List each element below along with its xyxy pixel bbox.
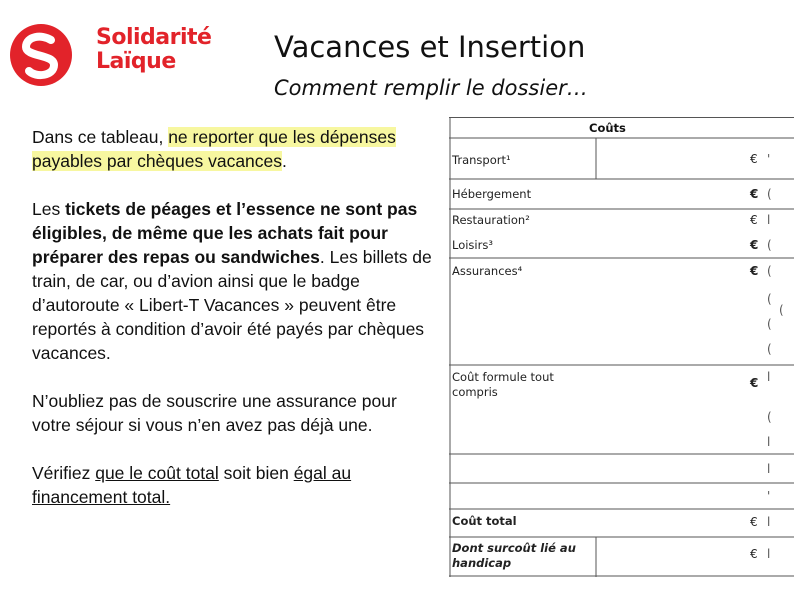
row-loisirs: Loisirs³ xyxy=(452,238,493,252)
row-hebergement: Hébergement xyxy=(452,187,532,201)
p2-text-c: . Les billets de train, de car, ou d’avion ainsi que le badge d’autoroute « Libert-T Vacances » peuvent être reportés à condition d’avoir été payés par chèques vacances. xyxy=(32,247,432,363)
cut-off-value: ( xyxy=(767,187,772,201)
paragraph-3: N’oubliez pas de souscrire une assurance pour votre séjour si vous n’en avez pas déjà une. xyxy=(32,391,397,435)
row-assurances: Assurances⁴ xyxy=(452,264,523,278)
cut-off-value: l xyxy=(767,213,771,227)
paragraph-4 xyxy=(32,461,432,509)
euro-assurances: € xyxy=(750,264,759,278)
euro-loisirs: € xyxy=(750,238,759,252)
euro-handicap: € xyxy=(750,547,758,561)
p4-text-a: Vérifiez xyxy=(32,463,96,483)
page-title: Vacances et Insertion xyxy=(274,30,586,64)
cut-off-value: ' xyxy=(767,489,771,503)
cut-off-value: l xyxy=(767,462,771,476)
table-grid xyxy=(449,117,794,577)
row-handicap-line1: Dont surcoût lié au xyxy=(452,541,576,555)
cut-off-value: ' xyxy=(767,152,771,166)
euro-total: € xyxy=(750,515,758,529)
cut-off-value: ( xyxy=(767,264,772,278)
row-total: Coût total xyxy=(452,514,517,528)
cut-off-value: ( xyxy=(767,317,772,331)
solidarite-laique-logo-icon xyxy=(2,22,80,88)
cut-off-value: l xyxy=(767,370,771,384)
p1-highlight: ne reporter que les dépenses payables par chèques vacances xyxy=(32,127,396,171)
p2-bold: tickets de péages et l’essence ne sont pas éligibles, de même que les achats fait pour préparer des repas ou sandwiches xyxy=(32,199,418,267)
p4-underline-1: que le coût total xyxy=(95,463,219,483)
cut-off-value: l xyxy=(767,435,771,449)
table-header-costs: Coûts xyxy=(589,121,626,135)
row-formule-line1: Coût formule tout xyxy=(452,370,554,384)
page-subtitle: Comment remplir le dossier… xyxy=(274,76,588,100)
p1-text-a: Dans ce tableau, xyxy=(32,127,169,147)
cut-off-value: ( xyxy=(779,303,784,317)
p2-text-a: Les xyxy=(32,199,66,219)
euro-transport: € xyxy=(750,152,758,166)
cut-off-value: l xyxy=(767,547,771,561)
row-formule-line2: compris xyxy=(452,385,498,399)
p4-underline-2: égal au financement total. xyxy=(32,463,352,507)
costs-table xyxy=(449,117,794,577)
p4-text-c: soit bien xyxy=(218,463,294,483)
brand-line1: Solidarité xyxy=(96,25,212,50)
brand-name xyxy=(96,26,211,74)
cut-off-value: ( xyxy=(767,342,772,356)
brand-logo xyxy=(0,20,212,90)
cut-off-value: ( xyxy=(767,292,772,306)
instructions-text xyxy=(32,125,432,533)
euro-formule: € xyxy=(750,376,759,390)
cut-off-value: l xyxy=(767,515,771,529)
brand-line2: Laïque xyxy=(96,49,176,74)
row-transport: Transport¹ xyxy=(452,153,511,167)
euro-hebergement: € xyxy=(750,187,759,201)
row-restauration: Restauration² xyxy=(452,213,530,227)
row-handicap-line2: handicap xyxy=(452,556,512,570)
euro-restauration: € xyxy=(750,213,758,227)
paragraph-1 xyxy=(32,125,432,173)
cut-off-value: ( xyxy=(767,238,772,252)
cut-off-value: ( xyxy=(767,410,772,424)
p1-text-c: . xyxy=(282,151,287,171)
paragraph-2 xyxy=(32,197,432,365)
